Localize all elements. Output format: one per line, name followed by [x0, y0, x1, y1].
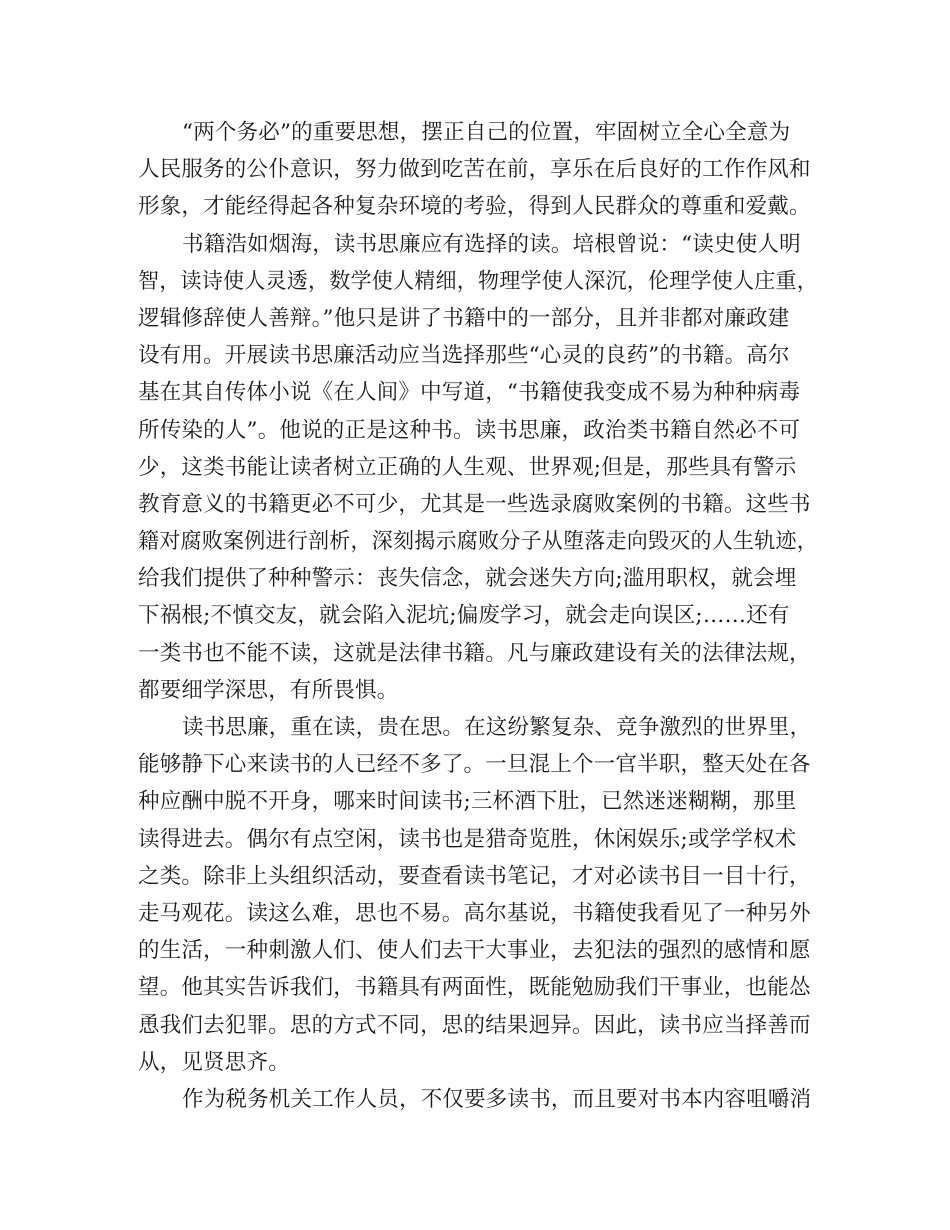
text-line: 读书思廉，重在读，贵在思。在这纷繁复杂、竞争激烈的世界里，	[182, 715, 812, 740]
text-line: 种应酬中脱不开身，哪来时间读书;三杯酒下肚，已然迷迷糊糊，那里	[138, 789, 797, 815]
text-line: 设有用。开展读书思廉活动应当选择那些“心灵的良药”的书籍。高尔	[138, 343, 790, 369]
text-line: 下祸根;不慎交友，就会陷入泥坑;偏废学习，就会走向误区;……还有	[138, 603, 790, 629]
text-line: 所传染的人”。他说的正是这种书。读书思廉，政治类书籍自然必不可	[138, 417, 801, 443]
text-line: 书籍浩如烟海，读书思廉应有选择的读。培根曾说：“读史使人明	[182, 231, 801, 257]
body-text	[138, 114, 818, 1118]
text-line: 读得进去。偶尔有点空闲，读书也是猎奇览胜，休闲娱乐;或学学权术	[138, 826, 797, 852]
text-line: 给我们提供了种种警示：丧失信念，就会迷失方向;滥用职权，就会埋	[138, 566, 797, 592]
text-line: 形象，才能经得起各种复杂环境的考验，得到人民群众的尊重和爱戴。	[138, 194, 811, 220]
text-line: 的生活，一种刺激人们、使人们去干大事业，去犯法的强烈的感情和愿	[138, 938, 811, 964]
text-line: 望。他其实告诉我们，书籍具有两面性，既能勉励我们干事业，也能怂	[138, 975, 811, 1001]
text-line: 逻辑修辞使人善辩。”他只是讲了书籍中的一部分，且并非都对廉政建	[138, 305, 790, 331]
text-line: 基在其自传体小说《在人间》中写道，“书籍使我变成不易为种种病毒	[138, 380, 801, 406]
text-line: 作为税务机关工作人员，不仅要多读书，而且要对书本内容咀嚼消	[182, 1086, 812, 1112]
text-line: 走马观花。读这么难，思也不易。高尔基说，书籍使我看见了一种另外	[138, 900, 811, 926]
text-line: 能够静下心来读书的人已经不多了。一旦混上个一官半职，整天处在各	[138, 752, 811, 778]
text-line: 教育意义的书籍更必不可少，尤其是一些选录腐败案例的书籍。这些书	[138, 491, 811, 517]
text-line: 都要细学深思，有所畏惧。	[138, 677, 399, 703]
text-line: 恿我们去犯罪。思的方式不同，思的结果迥异。因此，读书应当择善而	[138, 1012, 811, 1038]
text-line: 从，见贤思齐。	[138, 1049, 290, 1075]
text-line: 籍对腐败案例进行剖析，深刻揭示腐败分子从堕落走向毁灭的人生轨迹，	[138, 529, 818, 555]
text-line: 少，这类书能让读者树立正确的人生观、世界观;但是，那些具有警示	[138, 454, 797, 480]
text-line: 之类。除非上头组织活动，要查看读书笔记，才对必读书目一目十行，	[138, 863, 811, 889]
text-line: “两个务必”的重要思想，摆正自己的位置，牢固树立全心全意为	[182, 120, 791, 145]
text-line: 一类书也不能不读，这就是法律书籍。凡与廉政建设有关的法律法规，	[138, 640, 811, 666]
text-line: 智，读诗使人灵透，数学使人精细，物理学使人深沉，伦理学使人庄重，	[138, 268, 818, 294]
text-line: 人民服务的公仆意识，努力做到吃苦在前，享乐在后良好的工作作风和	[138, 157, 811, 183]
